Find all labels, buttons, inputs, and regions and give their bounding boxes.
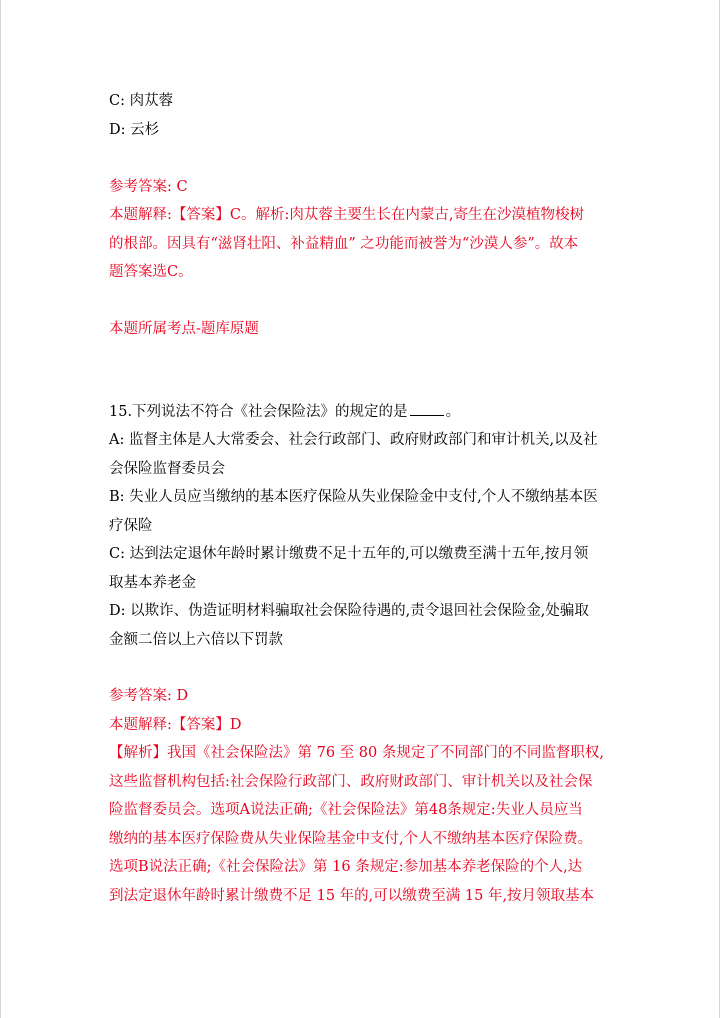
q14-answer: 参考答案: C xyxy=(109,179,188,195)
q15-option-line: 疗保险 xyxy=(109,518,153,534)
q15-option-line: 会保险监督委员会 xyxy=(109,461,225,477)
q14-option-d: D: 云杉 xyxy=(109,122,160,138)
q15-answer: 参考答案: D xyxy=(109,688,189,704)
q15-analysis-line: 这些监督机构包括:社会保险行政部门、政府财政部门、审计机关以及社会保 xyxy=(109,774,593,790)
q15-option-line: 金额二倍以上六倍以下罚款 xyxy=(109,632,283,648)
q15-analysis-line: 选项B说法正确;《社会保险法》第 16 条规定:参加基本养老保险的个人,达 xyxy=(109,859,583,875)
q14-explanation-line: 的根部。因具有“滋肾壮阳、补益精血” 之功能而被誉为“沙漠人参”。故本 xyxy=(109,236,579,252)
q15-stem xyxy=(109,405,460,420)
q14-option-c: C: 肉苁蓉 xyxy=(109,93,174,109)
q15-option-line: C: 达到法定退休年龄时累计缴费不足十五年的,可以缴费至满十五年,按月领 xyxy=(109,546,589,562)
q15-option-line: D: 以欺诈、伪造证明材料骗取社会保险待遇的,责令退回社会保险金,处骗取 xyxy=(109,603,589,619)
q15-analysis-line: 【解析】我国《社会保险法》第 76 至 80 条规定了不同部门的不同监督职权, xyxy=(109,745,604,761)
q15-analysis-line: 缴纳的基本医疗保险费从失业保险基金中支付,个人不缴纳基本医疗保险费。 xyxy=(109,831,593,847)
q15-analysis-line: 险监督委员会。选项A说法正确;《社会保险法》第48条规定:失业人员应当 xyxy=(109,802,583,818)
q14-explanation-line: 本题解释:【答案】C。解析:肉苁蓉主要生长在内蒙古,寄生在沙漠植物梭树 xyxy=(109,207,584,223)
q15-option-line: B: 失业人员应当缴纳的基本医疗保险从失业保险金中支付,个人不缴纳基本医 xyxy=(109,489,598,505)
q15-option-line: 取基本养老金 xyxy=(109,575,196,591)
answer-blank xyxy=(410,415,444,416)
q14-explanation-line: 题答案选C。 xyxy=(109,264,193,280)
q15-option-line: A: 监督主体是人大常委会、社会行政部门、政府财政部门和审计机关,以及社 xyxy=(109,432,598,448)
q15-analysis-line: 到法定退休年龄时累计缴费不足 15 年的,可以缴费至满 15 年,按月领取基本 xyxy=(109,888,595,904)
q15-stem-end: 。 xyxy=(445,404,461,420)
q15-explanation-head: 本题解释:【答案】D xyxy=(109,717,242,733)
q15-stem-text: 15.下列说法不符合《社会保险法》的规定的是 xyxy=(109,404,408,420)
q14-source: 本题所属考点-题库原题 xyxy=(109,321,259,337)
